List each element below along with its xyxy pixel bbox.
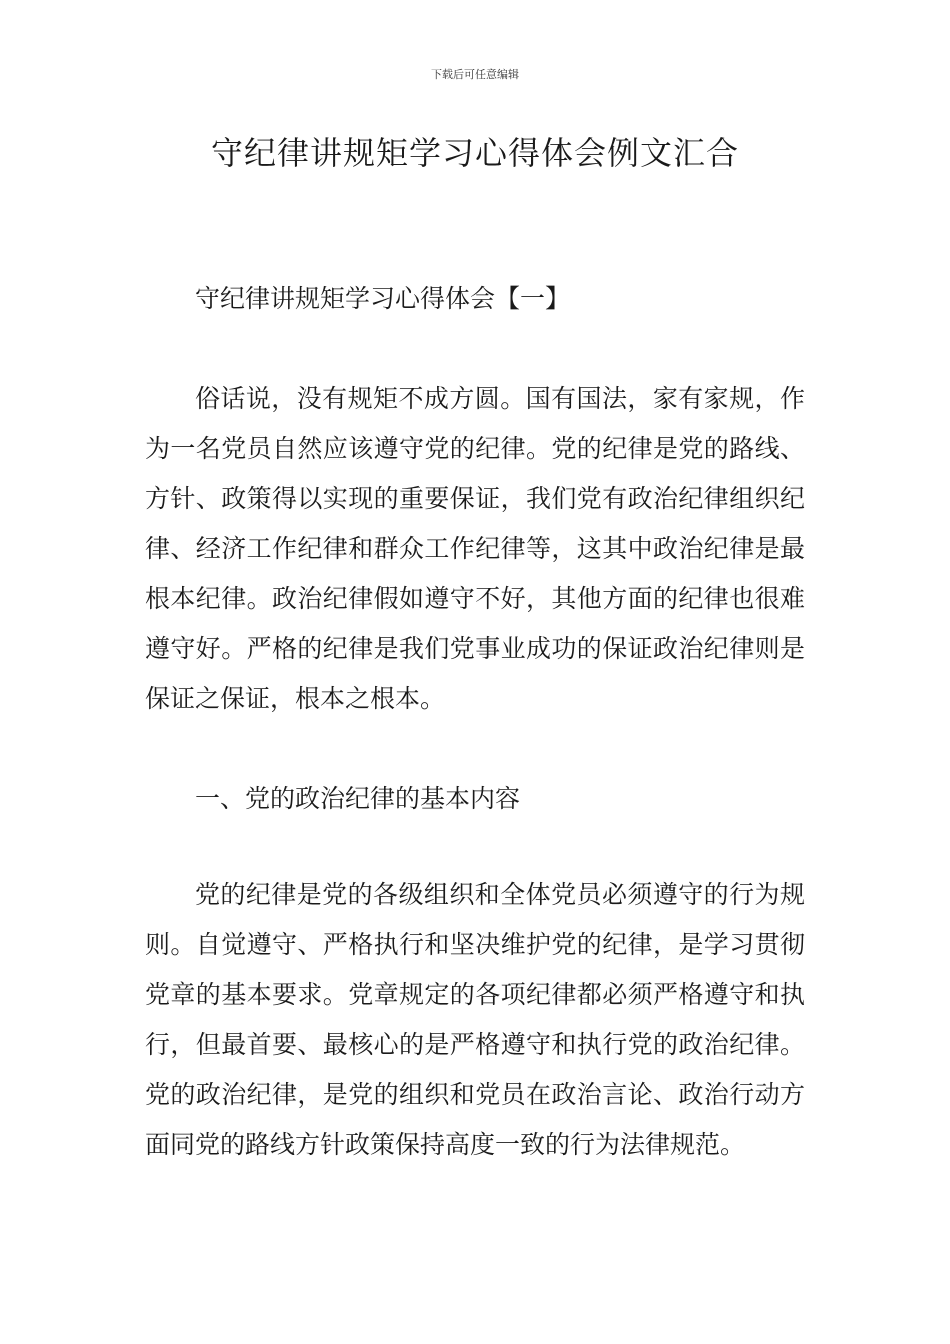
document-title: 守纪律讲规矩学习心得体会例文汇合	[210, 134, 739, 172]
part-heading: 守纪律讲规矩学习心得体会【一】	[195, 284, 571, 313]
section-heading-1: 一、党的政治纪律的基本内容	[195, 784, 521, 813]
header-note: 下载后可任意编辑	[431, 68, 519, 81]
paragraph-2: 党的纪律是党的各级组织和全体党员必须遵守的行为规则。自觉遵守、严格执行和坚决维护党的纪律，是学习贯彻党章的基本要求。党章规定的各项纪律都必须严格遵守和执行，但最首要、最核心的是严格遵守和执行党的政治纪律。党的政治纪律，是党的组织和党员在政治言论、政治行动方面同党的路线方针政策保持高度一致的行为法律规范。	[145, 880, 805, 1159]
paragraph-1: 俗话说，没有规矩不成方圆。国有国法，家有家规，作为一名党员自然应该遵守党的纪律。党的纪律是党的路线、方针、政策得以实现的重要保证，我们党有政治纪律组织纪律、经济工作纪律和群众工作纪律等，这其中政治纪律是最根本纪律。政治纪律假如遵守不好，其他方面的纪律也很难遵守好。严格的纪律是我们党事业成功的保证政治纪律则是保证之保证，根本之根本。	[145, 384, 805, 713]
